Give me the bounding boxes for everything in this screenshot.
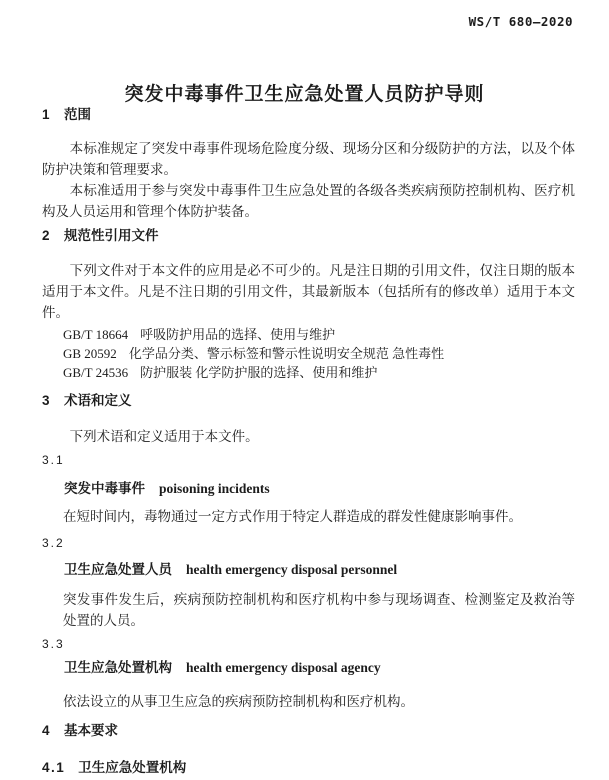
- doc-number: WS/T 680—2020: [468, 14, 573, 29]
- reference-title: 化学品分类、警示标签和警示性说明安全规范 急性毒性: [128, 346, 445, 362]
- section-3-title: 术语和定义: [64, 393, 132, 409]
- section-3-number: 3: [42, 393, 52, 409]
- term-3-1-number: 3.1: [42, 453, 65, 468]
- term-chinese: 突发中毒事件: [64, 481, 145, 497]
- section-2-heading: [42, 228, 575, 244]
- paragraph: 本标准适用于参与突发中毒事件卫生应急处置的各级各类疾病预防控制机构、医疗机构及人员运用和管理个体防护装备。: [42, 182, 575, 219]
- term-3-2-definition: 突发事件发生后，疾病预防控制机构和医疗机构中参与现场调查、检测鉴定及救治等处置的人员。: [63, 592, 575, 629]
- term-english: health emergency disposal agency: [186, 660, 381, 676]
- paragraph: 下列术语和定义适用于本文件。: [69, 429, 259, 445]
- term-english: poisoning incidents: [159, 481, 270, 497]
- reference-code: GB 20592: [63, 346, 117, 362]
- section-2-number: 2: [42, 227, 52, 243]
- term-3-3: [42, 659, 575, 676]
- term-3-1: [42, 480, 575, 497]
- term-chinese: 卫生应急处置人员: [64, 562, 172, 578]
- term-chinese: 卫生应急处置机构: [64, 660, 172, 676]
- reference-title: 呼吸防护用品的选择、使用与维护: [140, 327, 336, 343]
- section-1-number: 1: [42, 106, 52, 122]
- section-4-heading: [42, 723, 575, 739]
- section-1-body: [42, 138, 575, 222]
- reference-item: [42, 325, 575, 344]
- document-content: [42, 107, 575, 776]
- paragraph: 下列文件对于本文件的应用是必不可少的。凡是注日期的引用文件，仅注日期的版本适用于本文件。凡是不注日期的引用文件，其最新版本（包括所有的修改单）适用于本文件。: [42, 263, 575, 321]
- normative-references-list: [42, 325, 575, 382]
- section-2-title: 规范性引用文件: [64, 227, 159, 243]
- section-4-title: 基本要求: [64, 723, 119, 739]
- section-4-number: 4: [42, 723, 52, 739]
- term-english: health emergency disposal personnel: [186, 562, 398, 578]
- paragraph: 本标准规定了突发中毒事件现场危险度分级、现场分区和分级防护的方法，以及个体防护决策和管理要求。: [42, 140, 575, 177]
- reference-code: GB/T 18664: [63, 327, 129, 343]
- section-4-1-number: 4.1: [42, 759, 66, 775]
- reference-item: [42, 363, 575, 382]
- section-4-1-title: 卫生应急处置机构: [78, 759, 187, 775]
- term-3-3-definition: 依法设立的从事卫生应急的疾病预防控制机构和医疗机构。: [63, 694, 414, 710]
- term-3-2: [42, 561, 575, 578]
- term-3-3-number: 3.3: [42, 637, 65, 652]
- section-4-1-heading: [42, 760, 575, 776]
- section-1-heading: [42, 107, 575, 123]
- section-1-title: 范围: [64, 106, 92, 122]
- reference-item: [42, 344, 575, 363]
- section-3-heading: [42, 393, 575, 409]
- term-3-1-definition: 在短时间内，毒物通过一定方式作用于特定人群造成的群发性健康影响事件。: [63, 509, 522, 525]
- doc-title: 突发中毒事件卫生应急处置人员防护导则: [124, 84, 485, 105]
- reference-title: 防护服装 化学防护服的选择、使用和维护: [140, 365, 378, 381]
- term-3-2-number: 3.2: [42, 536, 65, 551]
- reference-code: GB/T 24536: [63, 365, 129, 381]
